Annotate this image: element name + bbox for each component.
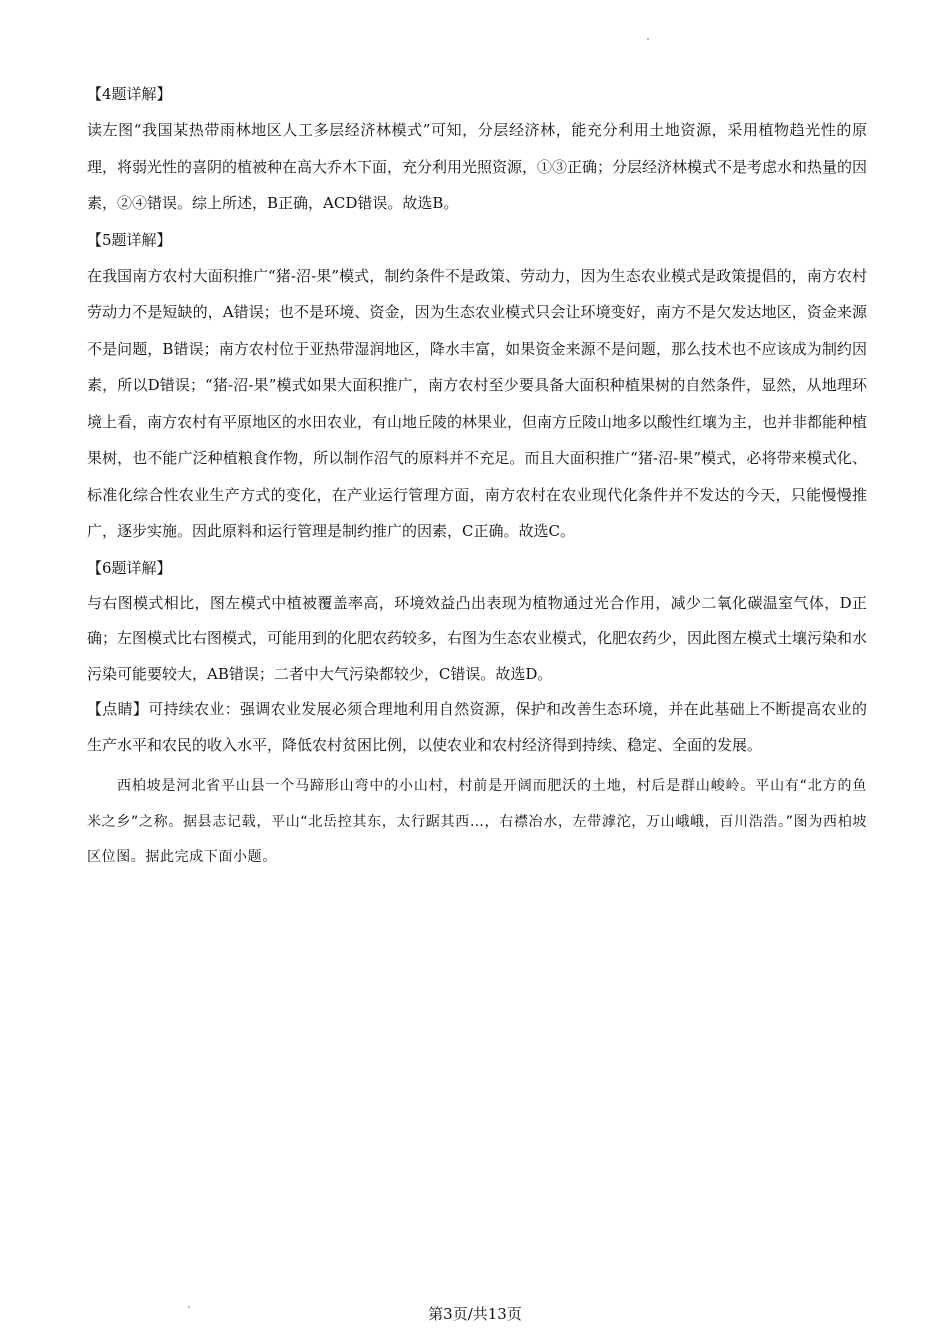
dianjing-text: 可持续农业：强调农业发展必须合理地利用自然资源，保护和改善生态环境，并在此基础上不断提高农业的生产水平和农民的收入水平，降低农村贫困比例，以使农业和农村经济得到持续、稳定、全面的发展。	[87, 700, 867, 754]
xibaipo-intro: 西柏坡是河北省平山县一个马蹄形山弯中的小山村，村前是开阔而肥沃的土地，村后是群山峻岭。平山有“北方的鱼米之乡”之称。据县志记载，平山“北岳控其东，太行踞其西…，右襟冶水，左带滹沱，万山峨峨，百川浩浩。”图为西柏坡区位图。据此完成下面小题。	[87, 778, 867, 865]
q5-heading: 【5题详解】	[87, 230, 172, 249]
scan-dot	[647, 38, 649, 40]
dianjing-note	[87, 692, 867, 763]
q6-explanation: 与右图模式相比，图左模式中植被覆盖率高，环境效益凸出表现为植物通过光合作用，减少二氧化碳温室气体，D正确；左图模式比右图模式，可能用到的化肥农药较多，右图为生态农业模式，化肥农药少，因此图左模式土壤污染和水污染可能要较大，AB错误；二者中大气污染都较少，C错误。故选D。	[87, 593, 868, 683]
dianjing-label: 【点睛】	[87, 700, 149, 718]
q5-explanation: 在我国南方农村大面积推广“猪-沼-果”模式，制约条件不是政策、劳动力，因为生态农业模式是政策提倡的，南方农村劳动力不是短缺的，A错误；也不是环境、资金，因为生态农业模式只会让环境变好，南方不是欠发达地区，资金来源不是问题，B错误；南方农村位于亚热带湿润地区，降水丰富，如果资金来源不是问题，那么技术也不应该成为制约因素，所以D错误；“猪-沼-果”模式如果大面积推广，南方农村至少要具备大面积种植果树的自然条件，显然，从地理环境上看，南方农村有平原地区的水田农业，有山地丘陵的林果业，但南方丘陵山地多以酸性红壤为主，也并非都能种植果树，也不能广泛种植粮食作物，所以制作沼气的原料并不充足。而且大面积推广“猪-沼-果”模式，必将带来模式化、标准化综合性农业生产方式的变化，在产业运行管理方面，南方农村在农业现代化条件并不发达的今天，只能慢慢推广，逐步实施。因此原料和运行管理是制约推广的因素，C正确。故选C。	[87, 266, 868, 540]
page-number: 第3页/共13页	[428, 1305, 522, 1323]
q4-heading: 【4题详解】	[87, 85, 172, 103]
q4-explanation: 读左图“我国某热带雨林地区人工多层经济林模式”可知，分层经济林，能充分利用土地资源，采用植物趋光性的原理，将弱光性的喜阴的植被种在高大乔木下面，充分利用光照资源，①③正确；分层经济林模式不是考虑水和热量的因素，②④错误。综上所述，B正确，ACD错误。故选B。	[87, 121, 868, 212]
document-page	[87, 76, 867, 876]
q6-heading: 【6题详解】	[87, 558, 172, 577]
